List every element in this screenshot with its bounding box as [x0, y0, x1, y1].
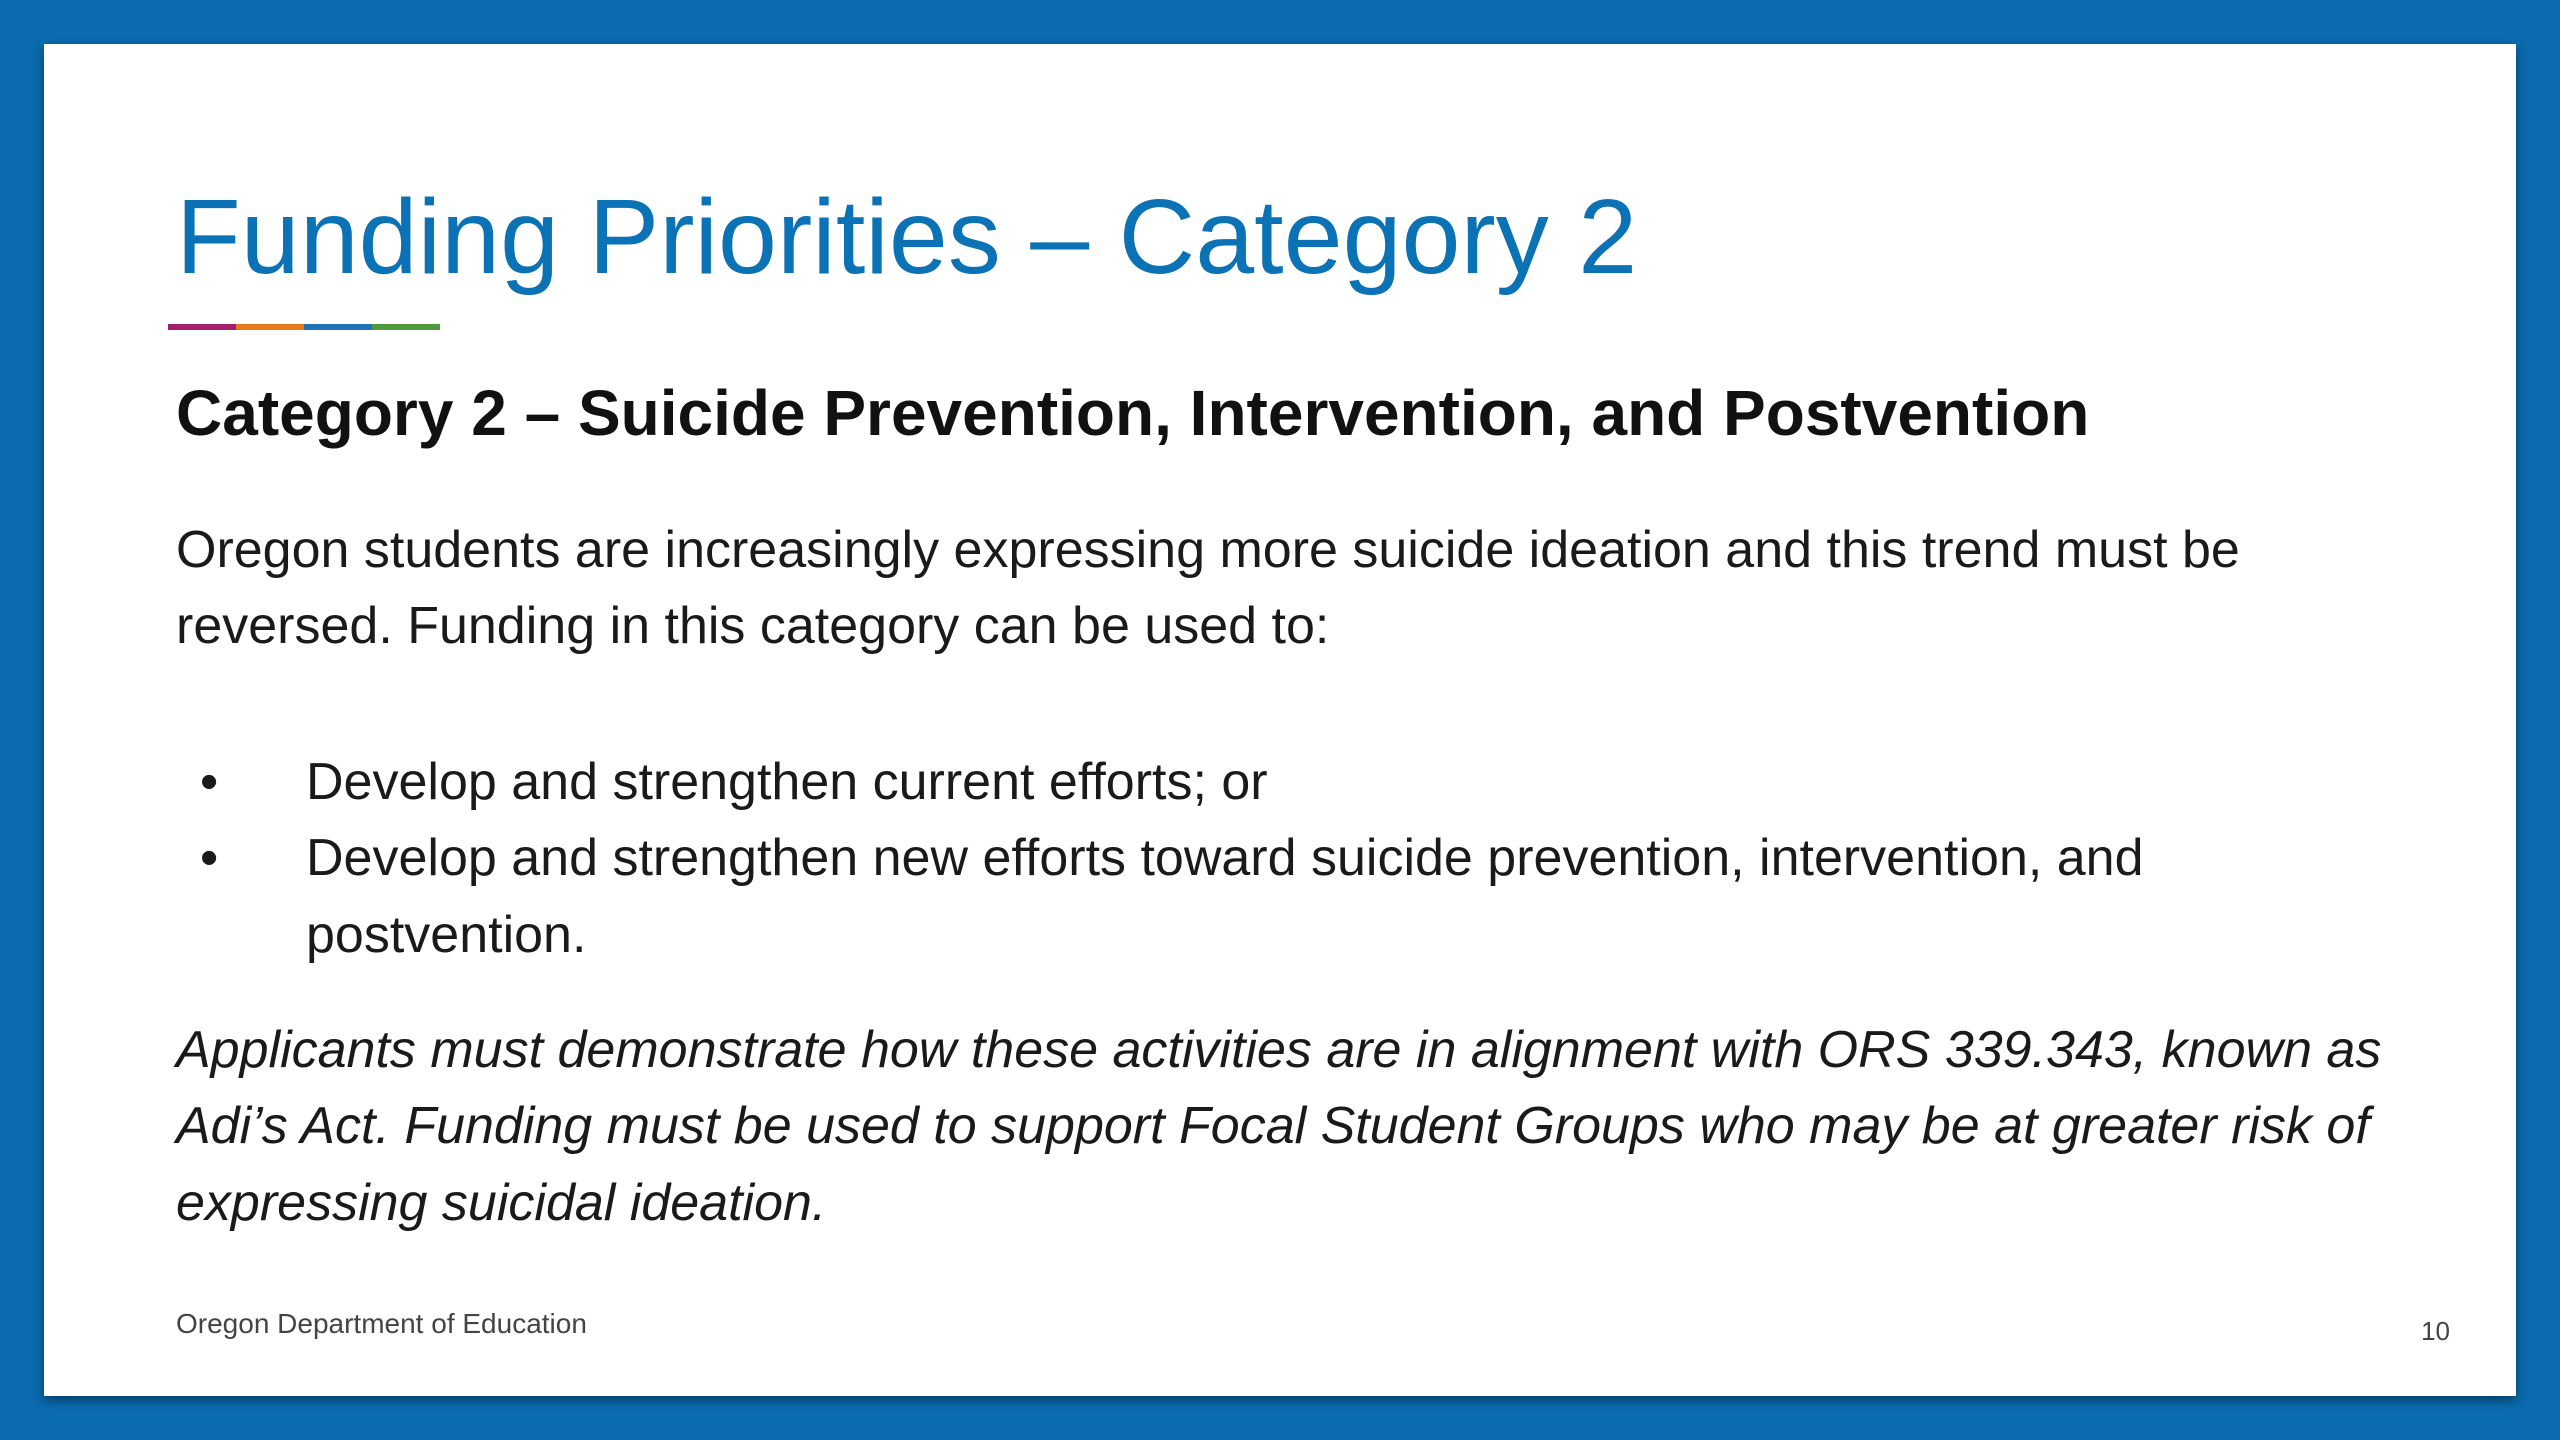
slide	[44, 44, 2516, 1396]
title-accent-bar	[168, 324, 440, 330]
section-heading: Category 2 – Suicide Prevention, Intervention, and Postvention	[176, 377, 2090, 449]
accent-segment-magenta	[168, 324, 236, 330]
intro-paragraph: Oregon students are increasingly expressing more suicide ideation and this trend must be reversed. Funding in this category can be used to:	[176, 521, 2240, 656]
accent-segment-blue	[304, 324, 372, 330]
accent-segment-orange	[236, 324, 304, 330]
accent-segment-green	[372, 324, 440, 330]
requirements-note: Applicants must demonstrate how these activities are in alignment with ORS 339.343, known as Adi’s Act. Funding must be used to support Focal Student Groups who may be at greater risk of expressing suicidal ideation.	[176, 1021, 2382, 1232]
page-number: 10	[2421, 1316, 2450, 1346]
footer-organization: Oregon Department of Education	[176, 1308, 587, 1339]
list-item	[176, 744, 2436, 820]
list-item	[176, 820, 2436, 973]
list-item-text: Develop and strengthen current efforts; or	[306, 753, 1268, 811]
list-item-text: Develop and strengthen new efforts toward suicide prevention, intervention, and postvention.	[306, 829, 2144, 964]
bullet-icon: •	[200, 753, 219, 811]
bullet-list	[176, 744, 2436, 973]
slide-title: Funding Priorities – Category 2	[176, 178, 1638, 296]
bullet-icon: •	[200, 829, 219, 888]
